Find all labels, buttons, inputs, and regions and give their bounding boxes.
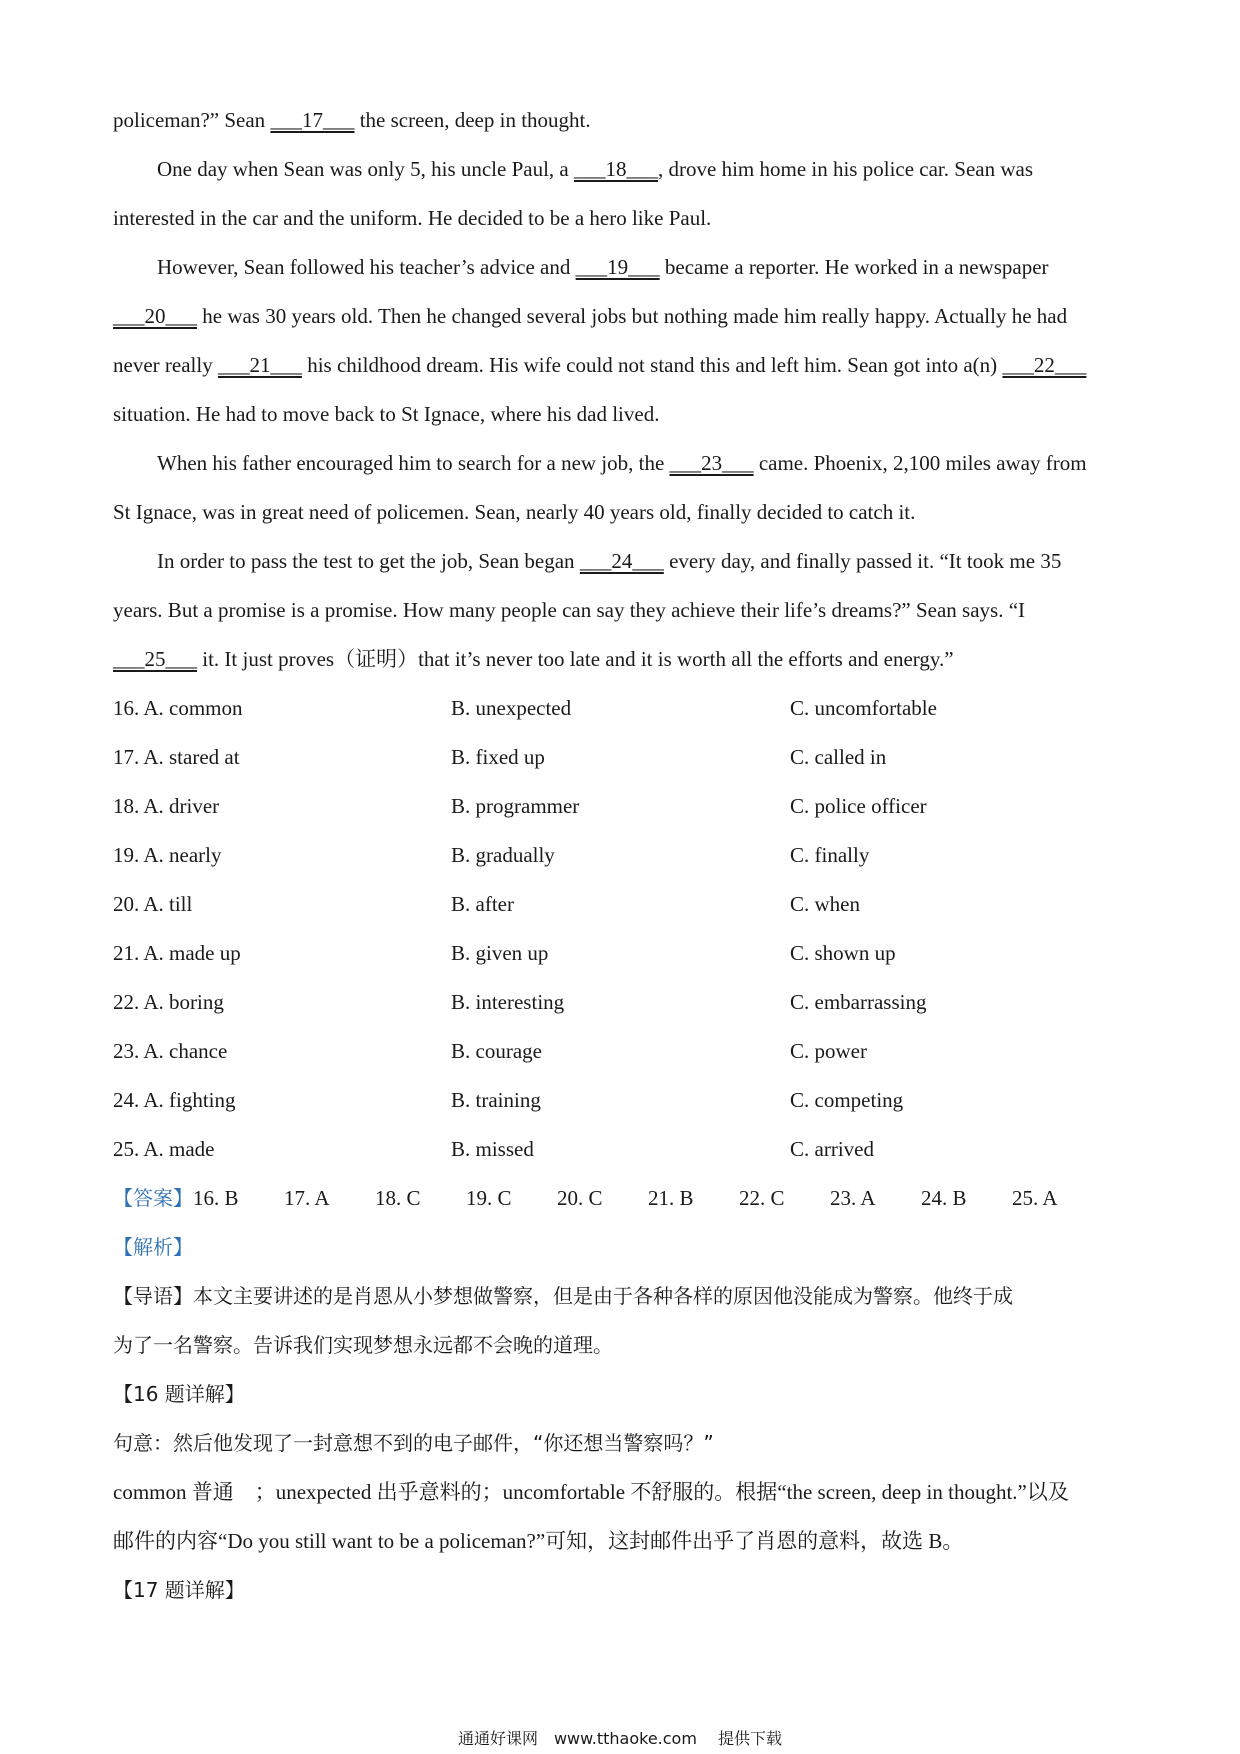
q16-line-3: 邮件的内容“Do you still want to be a policeman?”可知，这封邮件出乎了肖恩的意料，故选 B。 xyxy=(113,1529,964,1553)
answer-item: 24. B xyxy=(921,1186,967,1210)
option-row-21 xyxy=(113,929,1133,978)
option-row-20 xyxy=(113,880,1133,929)
option-b: B. training xyxy=(451,1088,541,1112)
option-row-16 xyxy=(113,684,1133,733)
passage-text: his childhood dream. His wife could not stand this and left him. Sean got into a(n) xyxy=(301,353,1003,377)
answer-item: 23. A xyxy=(830,1186,876,1210)
blank-19: ___19___ xyxy=(575,255,660,279)
blank-21: ___21___ xyxy=(217,353,302,377)
option-row-18 xyxy=(113,782,1133,831)
options-list xyxy=(113,684,1133,1174)
answer-item: 17. A xyxy=(284,1186,330,1210)
option-row-17 xyxy=(113,733,1133,782)
passage-line-6 xyxy=(113,341,1133,390)
passage-text: When his father encouraged him to search for a new job, the xyxy=(157,451,670,475)
option-b: B. given up xyxy=(451,941,549,965)
option-a: 24. A. fighting xyxy=(113,1088,236,1112)
option-c: C. when xyxy=(790,892,860,916)
blank-24: ___24___ xyxy=(579,549,664,573)
option-c: C. shown up xyxy=(790,941,896,965)
passage-line-3: interested in the car and the uniform. He decided to be a hero like Paul. xyxy=(113,206,712,230)
passage-text: became a reporter. He worked in a newspaper xyxy=(659,255,1049,279)
answer-item: 20. C xyxy=(557,1186,603,1210)
option-a: 19. A. nearly xyxy=(113,843,222,867)
q16-line-2: common 普通 ；unexpected 出乎意料的；uncomfortable 不舒服的。根据“the screen, deep in thought.”以及 xyxy=(113,1480,1069,1504)
option-c: C. uncomfortable xyxy=(790,696,937,720)
option-a: 23. A. chance xyxy=(113,1039,228,1063)
option-b: B. unexpected xyxy=(451,696,572,720)
passage-text: , drove him home in his police car. Sean was xyxy=(658,157,1033,181)
option-b: B. missed xyxy=(451,1137,534,1161)
option-b: B. courage xyxy=(451,1039,542,1063)
option-c: C. embarrassing xyxy=(790,990,927,1014)
option-row-22 xyxy=(113,978,1133,1027)
passage-text: the screen, deep in thought. xyxy=(354,108,591,132)
q16-title: 【16 题详解】 xyxy=(113,1382,245,1406)
passage-text: every day, and finally passed it. “It took me 35 xyxy=(663,549,1062,573)
option-a: 17. A. stared at xyxy=(113,745,240,769)
blank-18: ___18___ xyxy=(574,157,658,181)
option-a: 18. A. driver xyxy=(113,794,220,818)
option-c: C. finally xyxy=(790,843,870,867)
intro-line-2: 为了一名警察。告诉我们实现梦想永远都不会晚的道理。 xyxy=(113,1333,613,1357)
option-c: C. arrived xyxy=(790,1137,874,1161)
answer-item: 22. C xyxy=(739,1186,785,1210)
option-c: C. power xyxy=(790,1039,867,1063)
analysis-label: 【解析】 xyxy=(113,1235,193,1259)
passage-line-12 xyxy=(113,635,1133,684)
option-a: 20. A. till xyxy=(113,892,193,916)
passage-line-2 xyxy=(113,145,1133,194)
passage-text: However, Sean followed his teacher’s advice and xyxy=(157,255,576,279)
option-b: B. gradually xyxy=(451,843,555,867)
blank-20: ___20___ xyxy=(113,304,197,328)
document-page xyxy=(113,96,1133,1615)
passage-line-7: situation. He had to move back to St Ignace, where his dad lived. xyxy=(113,402,660,426)
passage-text: One day when Sean was only 5, his uncle Paul, a xyxy=(157,157,574,181)
passage-line-1 xyxy=(113,96,1133,145)
blank-17: ___17___ xyxy=(270,108,355,132)
passage-text: it. It just proves（证明）that it’s never too late and it is worth all the efforts and energy.” xyxy=(197,647,954,671)
option-c: C. called in xyxy=(790,745,887,769)
answer-item: 19. C xyxy=(466,1186,512,1210)
option-a: 25. A. made xyxy=(113,1137,215,1161)
passage-line-11: years. But a promise is a promise. How many people can say they achieve their life’s dreams?” Sean says. “I xyxy=(113,598,1026,622)
intro-line-1: 【导语】本文主要讲述的是肖恩从小梦想做警察，但是由于各种各样的原因他没能成为警察。他终于成 xyxy=(113,1284,1013,1308)
answer-label: 【答案】 xyxy=(113,1186,193,1210)
passage-text: policeman?” Sean xyxy=(113,108,271,132)
passage-text: came. Phoenix, 2,100 miles away from xyxy=(753,451,1087,475)
option-c: C. competing xyxy=(790,1088,904,1112)
option-b: B. fixed up xyxy=(451,745,545,769)
passage-text: he was 30 years old. Then he changed several jobs but nothing made him really happy. Actually he had xyxy=(197,304,1068,328)
passage-line-4 xyxy=(113,243,1133,292)
blank-23: ___23___ xyxy=(669,451,754,475)
option-b: B. programmer xyxy=(451,794,580,818)
passage-line-5 xyxy=(113,292,1133,341)
option-row-19 xyxy=(113,831,1133,880)
q16-line-1: 句意：然后他发现了一封意想不到的电子邮件，“你还想当警察吗？” xyxy=(113,1431,714,1455)
option-a: 22. A. boring xyxy=(113,990,224,1014)
option-a: 16. A. common xyxy=(113,696,243,720)
answer-item: 16. B xyxy=(193,1186,239,1210)
blank-25: ___25___ xyxy=(113,647,197,671)
passage-line-9: St Ignace, was in great need of policemen. Sean, nearly 40 years old, finally decided to catch it. xyxy=(113,500,916,524)
answer-key xyxy=(113,1174,1133,1223)
q17-title: 【17 题详解】 xyxy=(113,1578,245,1602)
blank-22: ___22___ xyxy=(1002,353,1087,377)
answer-item: 21. B xyxy=(648,1186,694,1210)
passage-text: In order to pass the test to get the job, Sean began xyxy=(157,549,580,573)
option-row-25 xyxy=(113,1125,1133,1174)
passage-line-8 xyxy=(113,439,1133,488)
option-b: B. interesting xyxy=(451,990,565,1014)
option-row-24 xyxy=(113,1076,1133,1125)
answer-item: 18. C xyxy=(375,1186,421,1210)
option-b: B. after xyxy=(451,892,514,916)
option-a: 21. A. made up xyxy=(113,941,241,965)
passage-text: never really xyxy=(113,353,218,377)
passage-line-10 xyxy=(113,537,1133,586)
option-c: C. police officer xyxy=(790,794,927,818)
page-footer: 通通好课网 www.tthaoke.com 提供下载 xyxy=(457,1729,783,1748)
answer-item: 25. A xyxy=(1012,1186,1058,1210)
option-row-23 xyxy=(113,1027,1133,1076)
